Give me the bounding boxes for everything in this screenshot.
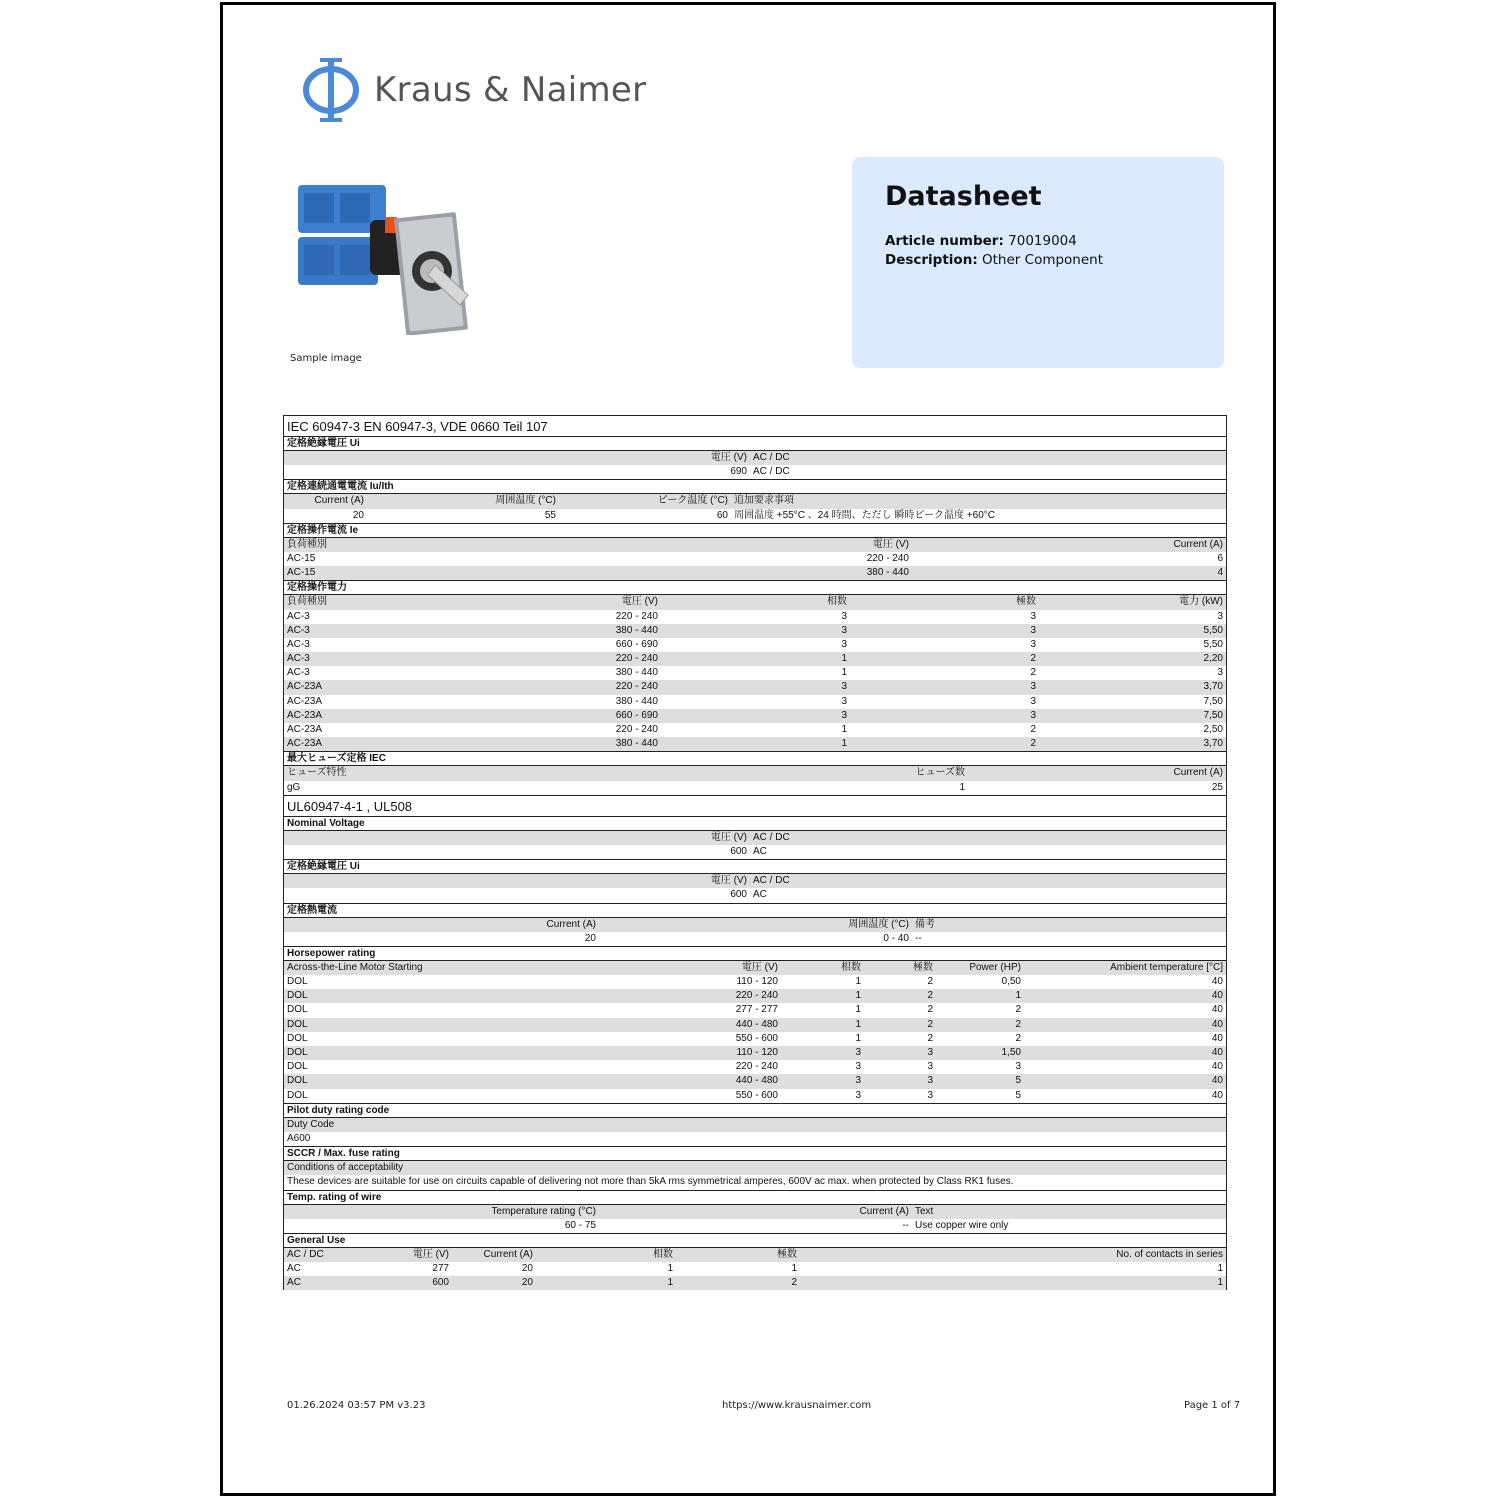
section-title: Horsepower rating (284, 947, 1226, 961)
table-row: 600 AC (284, 888, 1226, 903)
section-title: 定格絶縁電圧 Ui (284, 860, 1226, 874)
table-header-row: AC / DC 電圧 (V) Current (A) 相数 極数 No. of contacts in series (284, 1248, 1226, 1262)
footer-timestamp: 01.26.2024 03:57 PM v3.23 (287, 1400, 426, 1411)
table-row: AC-3 380 - 440 3 3 5,50 (284, 624, 1226, 638)
col-header: 電圧 (V) (710, 452, 747, 463)
table-row: DOL 440 - 480 3 3 5 40 (284, 1074, 1226, 1088)
datasheet-card (852, 157, 1224, 368)
standard-heading-iec: IEC 60947-3 EN 60947-3, VDE 0660 Teil 107 (284, 416, 1226, 437)
table-row: AC 277 20 1 1 1 (287, 1263, 1223, 1275)
section-title: General Use (284, 1234, 1226, 1248)
table-row: DOL 220 - 240 1 2 1 40 (284, 989, 1226, 1003)
table-header-row: Duty Code (284, 1118, 1226, 1132)
table-row: AC-23A 660 - 690 3 3 7,50 (284, 709, 1226, 723)
table-row: 690 AC / DC (284, 465, 1226, 480)
table-row: These devices are suitable for use on circuits capable of delivering not more than 5kA rms symmetrical amperes, 600V ac max. when protected by Class RK1 fuses. (284, 1175, 1226, 1190)
table-row: gG 1 25 (284, 781, 1226, 796)
table-header-row: 負荷種別 電圧 (V) Current (A) (284, 538, 1226, 552)
table-header-row: 負荷種別 電圧 (V) 相数 極数 電力 (kW) (284, 595, 1226, 609)
description-value: Other Component (982, 252, 1104, 268)
section-title: SCCR / Max. fuse rating (284, 1147, 1226, 1161)
section-title: Pilot duty rating code (284, 1104, 1226, 1118)
table-row: AC 600 20 1 2 1 (284, 1276, 1226, 1290)
table-header-row: Temperature rating (°C) Current (A) Text (284, 1205, 1226, 1219)
table-row: DOL 550 - 600 1 2 2 40 (287, 1032, 1223, 1044)
section-title: 定格絶縁電圧 Ui (284, 437, 1226, 451)
standard-heading-ul: UL60947-4-1 , UL508 (284, 796, 1226, 817)
product-image (290, 175, 475, 335)
table-row: AC-3 380 - 440 1 2 3 (287, 667, 1223, 679)
table-row: 20 55 60 周囲温度 +55°C 、24 時間、ただし 瞬時ピーク温度 +60°C (284, 509, 1226, 524)
brand-logo (302, 56, 646, 124)
section-title: 定格操作電力 (284, 581, 1226, 595)
table-row: DOL 440 - 480 1 2 2 40 (284, 1018, 1226, 1032)
table-header-row: Conditions of acceptability (284, 1161, 1226, 1175)
table-header-row: 電圧 (V) AC / DC (284, 874, 1226, 888)
table-row: DOL 220 - 240 3 3 3 40 (287, 1061, 1223, 1073)
table-row: AC-3 220 - 240 3 3 3 (287, 610, 1223, 622)
section-title: 定格操作電流 Ie (284, 524, 1226, 538)
table-row: AC-15 380 - 440 4 (284, 566, 1226, 581)
table-row: AC-23A 220 - 240 3 3 3,70 (284, 680, 1226, 694)
table-row: AC-23A 220 - 240 1 2 2,50 (287, 724, 1223, 735)
table-header-row: 電圧 (V) AC / DC (284, 831, 1226, 845)
col-header: AC / DC (753, 452, 790, 463)
table-row: AC-15 220 - 240 6 (287, 552, 1223, 564)
table-header-row: Current (A) 周囲温度 (°C) 備考 (284, 918, 1226, 932)
table-row: AC-3 220 - 240 1 2 2,20 (284, 652, 1226, 666)
spec-table (283, 415, 1227, 1290)
section-title: 定格連続通電電流 Iu/Ith (284, 480, 1226, 494)
description-label: Description: (885, 252, 978, 268)
table-row: DOL 110 - 120 3 3 1,50 40 (284, 1046, 1226, 1060)
table-row: AC-23A 380 - 440 1 2 3,70 (284, 737, 1226, 752)
table-row: DOL 550 - 600 3 3 5 40 (284, 1089, 1226, 1104)
brand-name: Kraus & Naimer (374, 70, 647, 110)
phi-logo-icon (302, 56, 360, 124)
datasheet-title: Datasheet (885, 181, 1042, 212)
section-title: Nominal Voltage (284, 817, 1226, 831)
table-header-row: Across-the-Line Motor Starting 電圧 (V) 相数 極数 Power (HP) Ambient temperature [°C] (284, 961, 1226, 975)
description (885, 251, 1224, 270)
table-row: AC-23A 380 - 440 3 3 7,50 (287, 695, 1223, 707)
section-title: 定格熱電流 (284, 904, 1226, 918)
section-title: Temp. rating of wire (284, 1191, 1226, 1205)
table-row: AC-3 660 - 690 3 3 5,50 (287, 638, 1223, 650)
table-header-row: Current (A) 周囲温度 (°C) ピーク温度 (°C) 追加要求事項 (284, 494, 1226, 508)
article-number (885, 232, 1224, 251)
table-row: 600 AC (284, 845, 1226, 860)
table-row: 60 - 75 -- Use copper wire only (284, 1219, 1226, 1234)
table-row: A600 (284, 1132, 1226, 1147)
table-header-row (284, 451, 1226, 465)
section-title: 最大ヒューズ定格 IEC (284, 752, 1226, 766)
table-row: DOL 277 - 277 1 2 2 40 (287, 1004, 1223, 1016)
article-number-value: 70019004 (1008, 233, 1077, 249)
article-number-label: Article number: (885, 233, 1004, 249)
table-row: DOL 110 - 120 1 2 0,50 40 (287, 976, 1223, 988)
footer-url[interactable]: https://www.krausnaimer.com (722, 1400, 872, 1411)
table-row: 20 0 - 40 -- (284, 932, 1226, 947)
footer-page-number: Page 1 of 7 (1184, 1400, 1241, 1411)
image-caption: Sample image (290, 353, 362, 364)
table-header-row: ヒューズ特性 ヒューズ数 Current (A) (284, 766, 1226, 780)
